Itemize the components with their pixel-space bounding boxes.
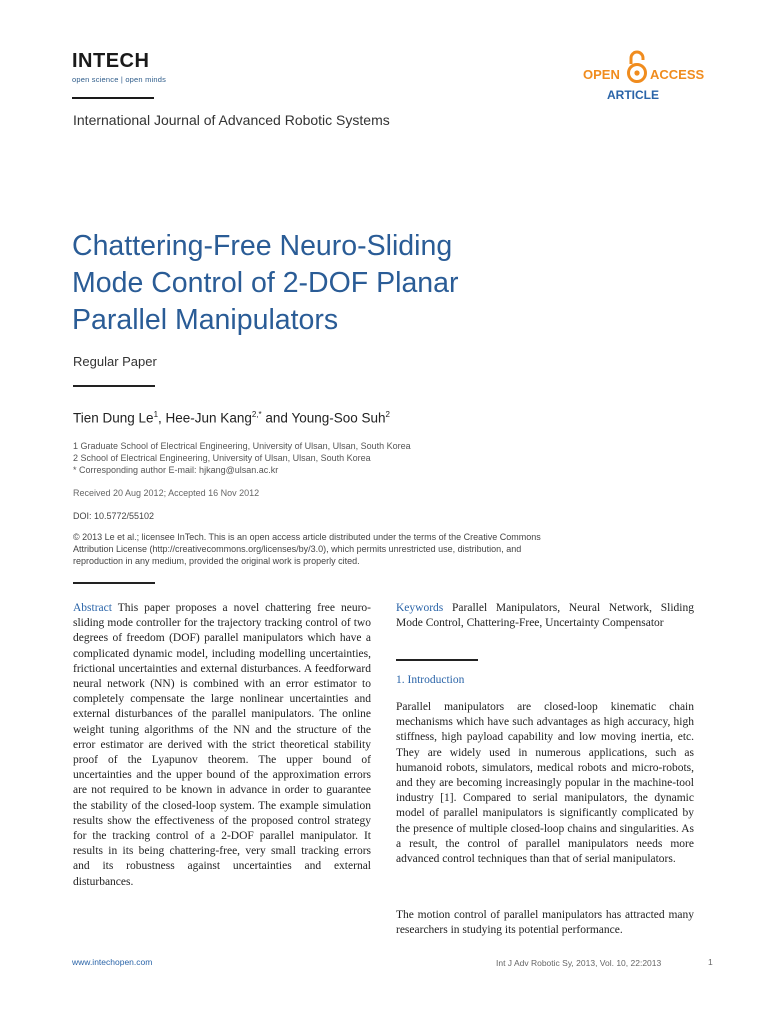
- publisher-url: www.intechopen.com: [72, 957, 153, 967]
- section-divider: [73, 385, 155, 387]
- introduction-heading: 1. Introduction: [396, 674, 465, 686]
- author-name: Tien Dung Le: [73, 410, 154, 426]
- publisher-logo: INTECH: [72, 50, 150, 72]
- open-lock-icon: [626, 50, 648, 84]
- keywords-text: Parallel Manipulators, Neural Network, Sliding Mode Control, Chattering-Free, Uncertainty Compensator: [396, 602, 694, 630]
- oa-access-label: ACCESS: [650, 67, 705, 82]
- abstract: [73, 601, 371, 890]
- affiliations: [73, 440, 411, 476]
- doi: DOI: 10.5772/55102: [73, 511, 155, 521]
- oa-open-label: OPEN: [583, 67, 620, 82]
- affiliation-line: 2 School of Electrical Engineering, University of Ulsan, Ulsan, South Korea: [73, 453, 371, 463]
- oa-article-label: ARTICLE: [607, 88, 659, 102]
- logo-divider: [72, 97, 154, 99]
- author-affil-marker: 1: [153, 410, 159, 419]
- author-separator: ,: [158, 410, 166, 426]
- author-separator: and: [261, 410, 292, 426]
- introduction-paragraph: The motion control of parallel manipulators has attracted many researchers in studying its potential performance.: [396, 909, 694, 937]
- journal-name: International Journal of Advanced Robotic Systems: [73, 112, 390, 128]
- keywords: [396, 601, 694, 631]
- section-divider: [396, 659, 478, 661]
- title-line: Parallel Manipulators: [72, 304, 339, 336]
- author-name: Young-Soo Suh: [291, 410, 386, 426]
- paper-title: [72, 228, 592, 339]
- received-accepted-dates: Received 20 Aug 2012; Accepted 16 Nov 2012: [73, 488, 260, 498]
- affiliation-line: 1 Graduate School of Electrical Engineering, University of Ulsan, Ulsan, South Korea: [73, 441, 411, 451]
- page-number: 1: [708, 957, 713, 967]
- abstract-label: Abstract: [73, 602, 112, 614]
- abstract-text: This paper proposes a novel chattering free neuro-sliding mode controller for the trajectory tracking control of two degrees of freedom (DOF) parallel manipulators which have a complicated dynamic model, including modelling uncertainties, frictional uncertainties and external disturbances. A feedforward neural network (NN) is combined with an error estimator to completely compensate the large nonlinear uncertainties and external disturbances of the parallel manipulators. The online weight tuning algorithms of the NN and the structure of the error estimator are derived with the strict theoretical stability proof of the Lyapunov theorem. The upper bound of uncertainties and the upper bound of the approximation errors are not required to be known in advance in order to guarantee the stability of the closed-loop system. The example simulation results show the effectiveness of the proposed control strategy for the tracking control of a 2-DOF parallel manipulator. It results in its being chattering-free, very small tracking errors and its robustness against uncertainties and external disturbances.: [73, 602, 371, 888]
- open-access-badge: [583, 48, 703, 104]
- keywords-label: Keywords: [396, 602, 444, 614]
- author-affil-marker: 2: [385, 410, 390, 419]
- paper-type: Regular Paper: [73, 354, 157, 369]
- corresponding-author: * Corresponding author E-mail: hjkang@ulsan.ac.kr: [73, 465, 279, 475]
- publisher-tagline: open science | open minds: [72, 75, 167, 84]
- title-line: Chattering-Free Neuro-Sliding: [72, 230, 453, 262]
- section-divider: [73, 582, 155, 584]
- title-line: Mode Control of 2-DOF Planar: [72, 267, 459, 299]
- introduction-paragraph: Parallel manipulators are closed-loop kinematic chain mechanisms which have such advantages as high accuracy, high stiffness, high payload capability and low moving inertia, etc. They are widely used in numerous applications, such as humanoid robots, simulators, medical robots and micro-robots, and they are becoming increasingly popular in the machine-tool industry [1]. Compared to serial manipulators, the dynamic model of parallel manipulators is significantly complicated by the presence of multiple closed-loop chains and singularities. As a result, the control of parallel manipulators needs more advanced control techniques than that of serial manipulators.: [396, 701, 694, 866]
- author-list: [73, 410, 390, 426]
- copyright-notice: © 2013 Le et al.; licensee InTech. This is an open access article distributed under the terms of the Creative Commons Attribution License (http://creativecommons.org/licenses/by/3.0), which permits unrestricted use, distribution, and reproduction in any medium, provided the original work is properly cited.: [73, 532, 541, 566]
- citation-line: Int J Adv Robotic Sy, 2013, Vol. 10, 22:2013: [496, 958, 662, 968]
- author-name: Hee-Jun Kang: [165, 410, 252, 426]
- author-affil-marker: 2,*: [251, 410, 262, 419]
